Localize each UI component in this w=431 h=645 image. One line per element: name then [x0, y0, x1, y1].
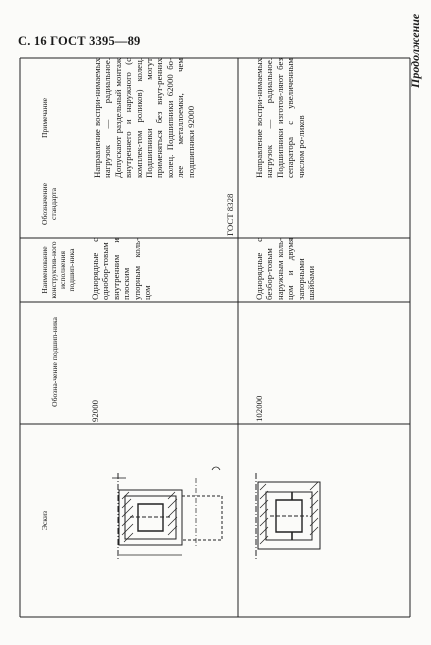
row-1-note: Направление воспри-нимаемых нагрузок — радиальное. Допускают раздельный монтаж внутреннего и наружного (с комплек-том роликов) колец. Подшипники могут применяться без внут-ренних колец. Подшипники 62000 бо-лее металлоемки, чем подшипники 92000 [92, 58, 196, 178]
column-header-sketch: Эскиз [40, 510, 49, 531]
row-2-note: Направление воспри-нимаемых нагрузок — радиальное. Подшипники изготов-ляют без сепаратора с увеличенным числом ро-ликов [254, 58, 306, 178]
row-2-construction-name: Однорядные с безбор-товым наружным коль-цом и двумя запорными шайбами [254, 238, 317, 300]
row-1-designation: 92000 [90, 400, 100, 422]
column-header-note: Примечание [40, 97, 49, 139]
row-1-construction-name: Однорядные с однобор-товым внутренним и плоским упорным коль-цом [90, 238, 153, 300]
bearing-sketch-102000 [256, 473, 320, 560]
column-header-standard: Обозначение стандарта [40, 183, 58, 225]
continuation-label: Продолжение [408, 13, 422, 88]
page-header: С. 16 ГОСТ 3395—89 [18, 34, 141, 48]
row-2-designation: 102000 [254, 395, 264, 422]
column-header-designation: Обозна-чение подшип-ника [50, 317, 59, 407]
column-header-construction-name: Наименование конструктив-ного исполнения подшип-ника [40, 241, 76, 299]
row-1-standard: ГОСТ 8328 [225, 193, 235, 236]
